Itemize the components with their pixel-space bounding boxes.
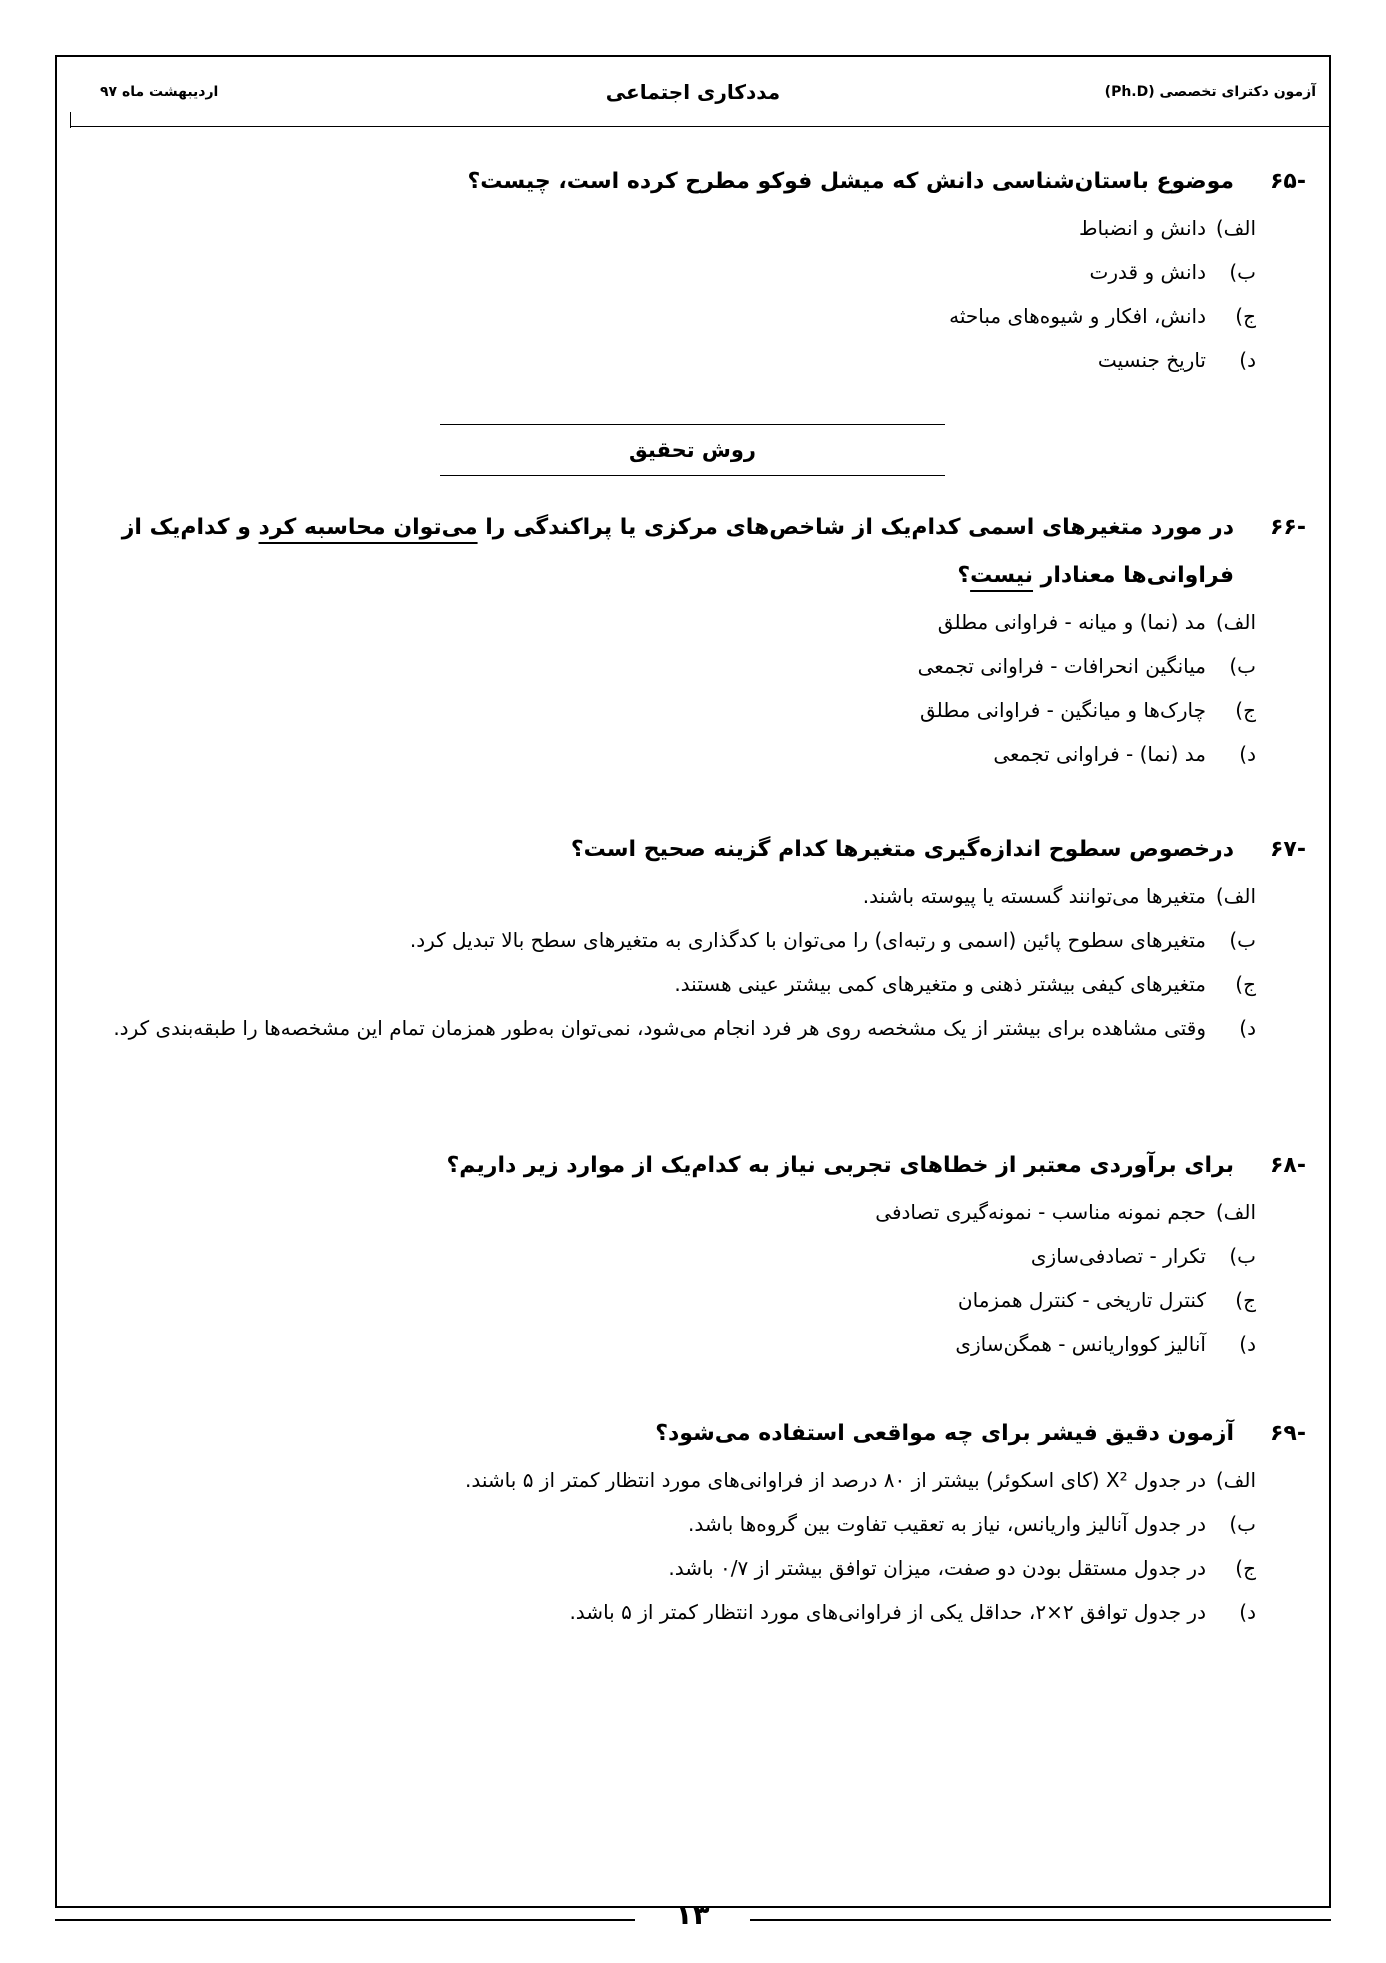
question-text: درخصوص سطوح اندازه‌گیری متغیرها کدام گزینه صحیح است؟ bbox=[570, 837, 1234, 862]
question-text-underlined: می‌توان محاسبه کرد bbox=[258, 515, 478, 540]
option-c[interactable] bbox=[70, 294, 1256, 338]
option-letter: د) bbox=[1239, 1600, 1256, 1624]
question-stem bbox=[70, 1410, 1306, 1458]
option-letter: ج) bbox=[1235, 972, 1256, 996]
option-d[interactable] bbox=[70, 732, 1256, 776]
option-letter: الف) bbox=[1215, 884, 1256, 908]
option-text: دانش و قدرت bbox=[1089, 260, 1206, 284]
option-b[interactable] bbox=[70, 644, 1256, 688]
question-number: -۶۵ bbox=[1270, 169, 1306, 194]
option-text: متغیرهای سطوح پائین (اسمی و رتبه‌ای) را می‌توان با کدگذاری به متغیرهای سطح بالا تبدیل کرد. bbox=[409, 928, 1206, 952]
question-69 bbox=[70, 1410, 1306, 1634]
option-text: در جدول آنالیز واریانس، نیاز به تعقیب تفاوت بین گروه‌ها باشد. bbox=[688, 1512, 1206, 1536]
options-list bbox=[70, 1458, 1306, 1634]
option-c[interactable] bbox=[70, 962, 1256, 1006]
option-letter: الف) bbox=[1215, 1468, 1256, 1492]
option-text: متغیرها می‌توانند گسسته یا پیوسته باشند. bbox=[862, 884, 1206, 908]
option-text: در جدول X² (کای اسکوئر) بیشتر از ۸۰ درصد از فراوانی‌های مورد انتظار کمتر از ۵ باشند. bbox=[465, 1468, 1206, 1492]
question-number: -۶۶ bbox=[1270, 515, 1306, 540]
question-text-part: ؟ bbox=[957, 563, 971, 588]
option-c[interactable] bbox=[70, 1546, 1256, 1590]
option-a[interactable] bbox=[70, 1190, 1256, 1234]
option-text: دانش و انضباط bbox=[1079, 216, 1206, 240]
option-letter: ب) bbox=[1229, 1244, 1256, 1268]
option-text: چارک‌ها و میانگین - فراوانی مطلق bbox=[919, 698, 1206, 722]
option-letter: د) bbox=[1239, 742, 1256, 766]
question-number: -۶۹ bbox=[1270, 1421, 1306, 1446]
question-67 bbox=[70, 826, 1306, 1050]
options-list bbox=[70, 206, 1306, 382]
option-c[interactable] bbox=[70, 688, 1256, 732]
option-letter: ج) bbox=[1235, 698, 1256, 722]
option-text: تاریخ جنسیت bbox=[1097, 348, 1206, 372]
option-a[interactable] bbox=[70, 1458, 1256, 1502]
question-stem bbox=[70, 504, 1306, 600]
option-text: مد (نما) - فراوانی تجمعی bbox=[993, 742, 1206, 766]
footer-rule-right bbox=[750, 1919, 1331, 1921]
option-text: حجم نمونه مناسب - نمونه‌گیری تصادفی bbox=[875, 1200, 1206, 1224]
footer-rule-left bbox=[55, 1919, 635, 1921]
option-text: مد (نما) و میانه - فراوانی مطلق bbox=[937, 610, 1206, 634]
header-exam-title: آزمون دکترای تخصصی (Ph.D) bbox=[1104, 84, 1316, 100]
option-text: میانگین انحرافات - فراوانی تجمعی bbox=[917, 654, 1206, 678]
question-text: برای برآوردی معتبر از خطاهای تجربی نیاز به کدام‌یک از موارد زیر داریم؟ bbox=[446, 1153, 1234, 1178]
option-d[interactable] bbox=[70, 1006, 1256, 1050]
option-letter: د) bbox=[1239, 1016, 1256, 1040]
header-divider bbox=[70, 126, 1331, 127]
option-b[interactable] bbox=[70, 1234, 1256, 1278]
header-subject: مددکاری اجتماعی bbox=[605, 80, 781, 104]
option-letter: الف) bbox=[1215, 216, 1256, 240]
option-letter: ج) bbox=[1235, 304, 1256, 328]
option-text: در جدول مستقل بودن دو صفت، میزان توافق بیشتر از ۰/۷ باشد. bbox=[668, 1556, 1206, 1580]
question-text-underlined: نیست bbox=[970, 563, 1034, 588]
question-68 bbox=[70, 1142, 1306, 1366]
option-b[interactable] bbox=[70, 1502, 1256, 1546]
option-letter: ج) bbox=[1235, 1288, 1256, 1312]
page-header bbox=[70, 80, 1316, 118]
option-b[interactable] bbox=[70, 918, 1256, 962]
option-letter: ب) bbox=[1229, 654, 1256, 678]
option-letter: ب) bbox=[1229, 260, 1256, 284]
section-heading: روش تحقیق bbox=[440, 424, 945, 476]
option-text: آنالیز کوواریانس - همگن‌سازی bbox=[955, 1332, 1206, 1356]
question-number: -۶۷ bbox=[1270, 837, 1306, 862]
option-b[interactable] bbox=[70, 250, 1256, 294]
question-66 bbox=[70, 504, 1306, 776]
option-a[interactable] bbox=[70, 874, 1256, 918]
option-text: وقتی مشاهده برای بیشتر از یک مشخصه روی هر فرد انجام می‌شود، نمی‌توان به‌طور همزمان تمام این مشخصه‌ها را طبقه‌بندی کرد. bbox=[113, 1016, 1206, 1040]
option-a[interactable] bbox=[70, 600, 1256, 644]
option-letter: ب) bbox=[1229, 928, 1256, 952]
question-text: آزمون دقیق فیشر برای چه مواقعی استفاده می‌شود؟ bbox=[655, 1421, 1234, 1446]
option-a[interactable] bbox=[70, 206, 1256, 250]
options-list bbox=[70, 1190, 1306, 1366]
option-letter: د) bbox=[1239, 1332, 1256, 1356]
page-number: ۱۳ bbox=[675, 1898, 710, 1931]
question-stem bbox=[70, 158, 1306, 206]
option-text: کنترل تاریخی - کنترل همزمان bbox=[957, 1288, 1206, 1312]
option-letter: الف) bbox=[1215, 1200, 1256, 1224]
header-divider-tick bbox=[70, 112, 71, 128]
option-text: تکرار - تصادفی‌سازی bbox=[1030, 1244, 1206, 1268]
options-list bbox=[70, 874, 1306, 1050]
header-date: اردیبهشت ماه ۹۷ bbox=[100, 84, 219, 100]
options-list bbox=[70, 600, 1306, 776]
option-text: متغیرهای کیفی بیشتر ذهنی و متغیرهای کمی بیشتر عینی هستند. bbox=[674, 972, 1206, 996]
question-text-part: در مورد متغیرهای اسمی کدام‌یک از شاخص‌های مرکزی یا پراکندگی را bbox=[477, 515, 1234, 540]
question-text-part: و کدام‌یک از فراوانی‌ها معنادار bbox=[121, 515, 1234, 588]
option-d[interactable] bbox=[70, 1590, 1256, 1634]
option-letter: الف) bbox=[1215, 610, 1256, 634]
option-d[interactable] bbox=[70, 338, 1256, 382]
option-letter: ب) bbox=[1229, 1512, 1256, 1536]
option-d[interactable] bbox=[70, 1322, 1256, 1366]
option-letter: د) bbox=[1239, 348, 1256, 372]
question-text: موضوع باستان‌شناسی دانش که میشل فوکو مطرح کرده است، چیست؟ bbox=[467, 169, 1234, 194]
question-number: -۶۸ bbox=[1270, 1153, 1306, 1178]
option-text: دانش، افکار و شیوه‌های مباحثه bbox=[949, 304, 1206, 328]
option-c[interactable] bbox=[70, 1278, 1256, 1322]
question-65 bbox=[70, 158, 1306, 382]
option-text: در جدول توافق ۲×۲، حداقل یکی از فراوانی‌های مورد انتظار کمتر از ۵ باشد. bbox=[569, 1600, 1206, 1624]
question-stem bbox=[70, 826, 1306, 874]
option-letter: ج) bbox=[1235, 1556, 1256, 1580]
question-stem bbox=[70, 1142, 1306, 1190]
